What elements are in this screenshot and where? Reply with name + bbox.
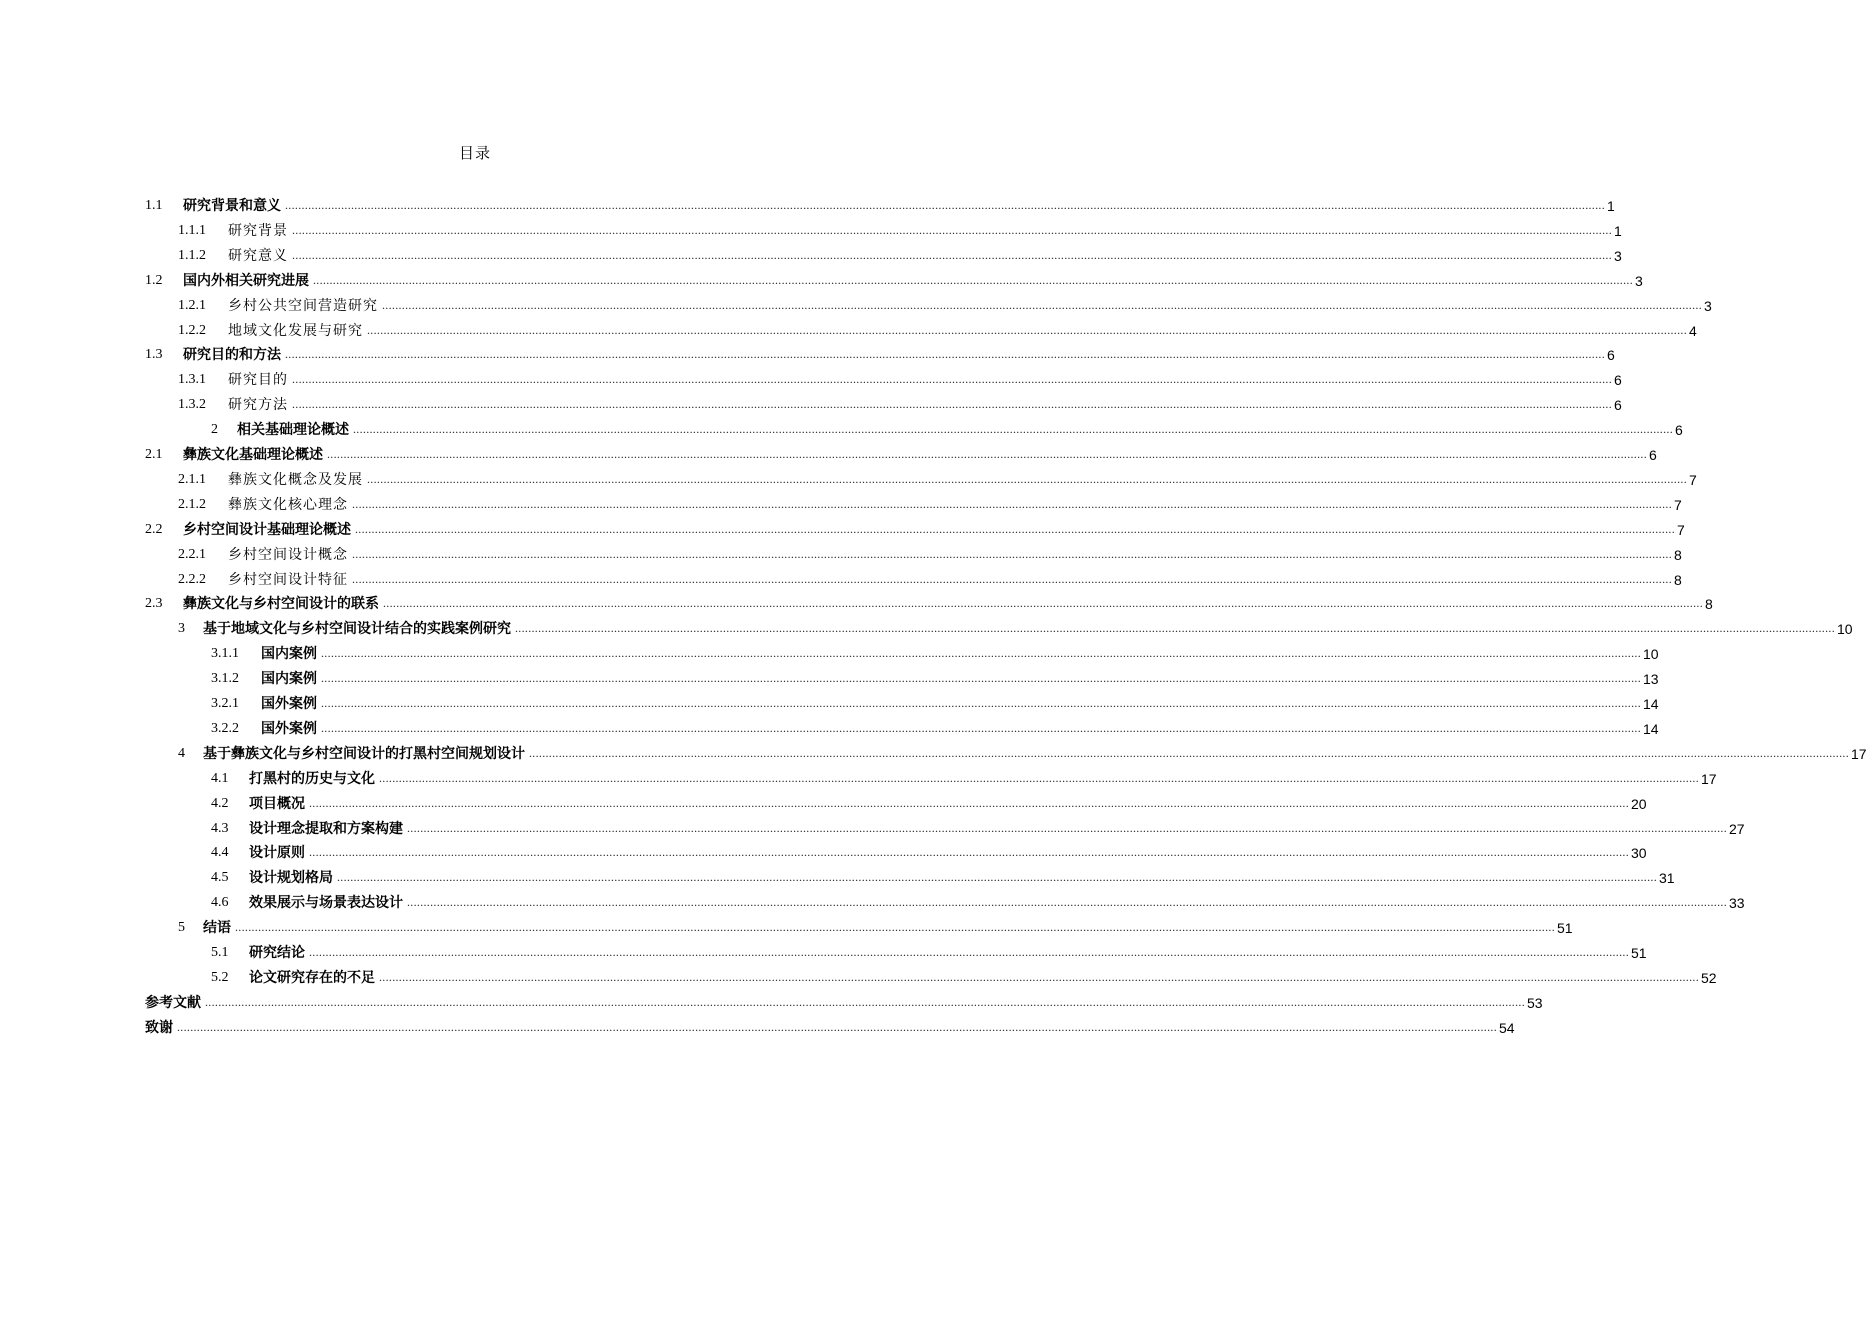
toc-entry-number: 2: [211, 422, 218, 437]
toc-entry-page-number: 52: [1701, 970, 1717, 986]
dot-leader: ................................................................................................................................................................................................................................................................................................................................................................................................................: [321, 696, 1641, 710]
toc-entry-page-number: 27: [1729, 821, 1745, 837]
toc-entry-title: 研究背景: [228, 223, 288, 239]
dot-leader: ................................................................................................................................................................................................................................................................................................................................................................................................................: [352, 497, 1672, 511]
toc-entry[interactable]: [211, 415, 1683, 439]
toc-entry-number: 1.2.2: [178, 323, 206, 338]
page-title: 目录: [458, 144, 491, 162]
toc-entry-title: 彝族文化核心理念: [228, 497, 348, 513]
toc-entry-title: 相关基础理论概述: [237, 422, 349, 438]
toc-entry-page-number: 10: [1837, 621, 1853, 637]
toc-entry[interactable]: [145, 266, 1643, 290]
toc-entry-number: 1.2.1: [178, 298, 206, 313]
dot-leader: ................................................................................................................................................................................................................................................................................................................................................................................................................: [367, 323, 1687, 337]
dot-leader: ................................................................................................................................................................................................................................................................................................................................................................................................................: [321, 671, 1641, 685]
toc-entry-number: 1.3.2: [178, 397, 206, 412]
dot-leader: ................................................................................................................................................................................................................................................................................................................................................................................................................: [205, 995, 1525, 1009]
toc-entry-title: 设计原则: [249, 845, 305, 861]
toc-entry[interactable]: [211, 789, 1647, 813]
toc-entry-title: 设计规划格局: [249, 870, 333, 886]
toc-entry-title: 基于彝族文化与乡村空间设计的打黑村空间规划设计: [203, 746, 525, 762]
toc-entry-number: 3: [178, 621, 185, 636]
toc-entry-title: 彝族文化概念及发展: [228, 472, 363, 488]
toc-entry-title: 基于地域文化与乡村空间设计结合的实践案例研究: [203, 621, 511, 637]
toc-entry-number: 2.3: [145, 596, 163, 611]
toc-entry[interactable]: [178, 316, 1697, 340]
toc-entry-page-number: 7: [1674, 497, 1682, 513]
dot-leader: ................................................................................................................................................................................................................................................................................................................................................................................................................: [383, 596, 1703, 610]
toc-entry[interactable]: [178, 540, 1682, 564]
toc-entry-title: 彝族文化与乡村空间设计的联系: [183, 596, 379, 612]
dot-leader: ................................................................................................................................................................................................................................................................................................................................................................................................................: [382, 298, 1702, 312]
toc-entry-number: 4: [178, 746, 185, 761]
toc-entry[interactable]: [178, 739, 1867, 763]
toc-entry-page-number: 20: [1631, 796, 1647, 812]
toc-entry[interactable]: [145, 191, 1615, 215]
toc-entry-page-number: 13: [1643, 671, 1659, 687]
toc-entry-number: 2.1.1: [178, 472, 206, 487]
toc-entry-page-number: 54: [1499, 1020, 1515, 1036]
toc-entry-title: 研究目的: [228, 372, 288, 388]
toc-entry[interactable]: [211, 714, 1659, 738]
dot-leader: ................................................................................................................................................................................................................................................................................................................................................................................................................: [379, 771, 1699, 785]
toc-entry[interactable]: [145, 589, 1713, 613]
toc-entry-number: 1.1.2: [178, 248, 206, 263]
toc-entry-page-number: 8: [1705, 596, 1713, 612]
toc-entry[interactable]: [178, 565, 1682, 589]
dot-leader: ................................................................................................................................................................................................................................................................................................................................................................................................................: [529, 746, 1849, 760]
toc-entry-page-number: 53: [1527, 995, 1543, 1011]
dot-leader: ................................................................................................................................................................................................................................................................................................................................................................................................................: [353, 422, 1673, 436]
toc-entry-number: 2.2.2: [178, 572, 206, 587]
dot-leader: ................................................................................................................................................................................................................................................................................................................................................................................................................: [235, 920, 1555, 934]
toc-entry-number: 2.2.1: [178, 547, 206, 562]
toc-entry-title: 致谢: [145, 1020, 173, 1036]
toc-entry[interactable]: [211, 963, 1717, 987]
toc-entry[interactable]: [211, 639, 1659, 663]
toc-entry[interactable]: [178, 365, 1622, 389]
toc-entry-title: 参考文献: [145, 995, 201, 1011]
dot-leader: ................................................................................................................................................................................................................................................................................................................................................................................................................: [407, 895, 1727, 909]
toc-entry-number: 4.4: [211, 845, 229, 860]
toc-entry-title: 研究方法: [228, 397, 288, 413]
toc-entry[interactable]: [211, 664, 1659, 688]
toc-entry-number: 2.1: [145, 447, 163, 462]
toc-entry-number: 1.1.1: [178, 223, 206, 238]
dot-leader: ................................................................................................................................................................................................................................................................................................................................................................................................................: [292, 223, 1612, 237]
toc-entry[interactable]: [211, 689, 1659, 713]
toc-entry-title: 地域文化发展与研究: [228, 323, 363, 339]
toc-entry-page-number: 17: [1851, 746, 1867, 762]
dot-leader: ................................................................................................................................................................................................................................................................................................................................................................................................................: [309, 796, 1629, 810]
dot-leader: ................................................................................................................................................................................................................................................................................................................................................................................................................: [337, 870, 1657, 884]
toc-entry[interactable]: [178, 465, 1697, 489]
toc-entry-page-number: 4: [1689, 323, 1697, 339]
dot-leader: ................................................................................................................................................................................................................................................................................................................................................................................................................: [515, 621, 1835, 635]
toc-entry-page-number: 10: [1643, 646, 1659, 662]
dot-leader: ................................................................................................................................................................................................................................................................................................................................................................................................................: [285, 347, 1605, 361]
toc-entry-page-number: 8: [1674, 572, 1682, 588]
toc-entry-page-number: 3: [1635, 273, 1643, 289]
toc-entry-page-number: 14: [1643, 696, 1659, 712]
toc-entry-number: 1.3: [145, 347, 163, 362]
toc-entry-page-number: 6: [1649, 447, 1657, 463]
dot-leader: ................................................................................................................................................................................................................................................................................................................................................................................................................: [292, 372, 1612, 386]
toc-entry[interactable]: [211, 938, 1647, 962]
toc-entry-title: 打黑村的历史与文化: [249, 771, 375, 787]
toc-entry[interactable]: [178, 291, 1712, 315]
toc-entry-page-number: 7: [1677, 522, 1685, 538]
toc-entry-number: 4.2: [211, 796, 229, 811]
toc-entry-title: 研究背景和意义: [183, 198, 281, 214]
toc-entry[interactable]: [145, 440, 1657, 464]
dot-leader: ................................................................................................................................................................................................................................................................................................................................................................................................................: [367, 472, 1687, 486]
toc-entry-page-number: 7: [1689, 472, 1697, 488]
toc-entry-title: 研究意义: [228, 248, 288, 264]
toc-entry-title: 国外案例: [261, 696, 317, 712]
toc-entry-title: 国内案例: [261, 671, 317, 687]
dot-leader: ................................................................................................................................................................................................................................................................................................................................................................................................................: [321, 646, 1641, 660]
toc-entry-page-number: 30: [1631, 845, 1647, 861]
toc-entry[interactable]: [145, 515, 1685, 539]
toc-entry-title: 乡村空间设计概念: [228, 547, 348, 563]
toc-entry[interactable]: [178, 913, 1573, 937]
toc-entry-page-number: 3: [1614, 248, 1622, 264]
toc-entry[interactable]: [211, 838, 1647, 862]
toc-entry[interactable]: [178, 614, 1853, 638]
toc-entry[interactable]: [178, 490, 1682, 514]
toc-entry-title: 项目概况: [249, 796, 305, 812]
toc-entry-title: 国外案例: [261, 721, 317, 737]
toc-entry-number: 5: [178, 920, 185, 935]
dot-leader: ................................................................................................................................................................................................................................................................................................................................................................................................................: [352, 547, 1672, 561]
toc-entry-page-number: 31: [1659, 870, 1675, 886]
dot-leader: ................................................................................................................................................................................................................................................................................................................................................................................................................: [379, 970, 1699, 984]
dot-leader: ................................................................................................................................................................................................................................................................................................................................................................................................................: [355, 522, 1675, 536]
toc-entry[interactable]: [178, 390, 1622, 414]
toc-entry[interactable]: [211, 764, 1717, 788]
toc-entry-page-number: 17: [1701, 771, 1717, 787]
toc-entry-number: 5.1: [211, 945, 229, 960]
toc-entry-number: 3.1.1: [211, 646, 239, 661]
toc-entry-number: 2.2: [145, 522, 163, 537]
dot-leader: ................................................................................................................................................................................................................................................................................................................................................................................................................: [313, 273, 1633, 287]
toc-entry-page-number: 6: [1675, 422, 1683, 438]
toc-entry-page-number: 33: [1729, 895, 1745, 911]
dot-leader: ................................................................................................................................................................................................................................................................................................................................................................................................................: [352, 572, 1672, 586]
toc-entry-page-number: 1: [1607, 198, 1615, 214]
toc-entry[interactable]: [145, 340, 1615, 364]
dot-leader: ................................................................................................................................................................................................................................................................................................................................................................................................................: [292, 397, 1612, 411]
toc-entry-number: 3.2.2: [211, 721, 239, 736]
toc-entry-title: 国内外相关研究进展: [183, 273, 309, 289]
dot-leader: ................................................................................................................................................................................................................................................................................................................................................................................................................: [327, 447, 1647, 461]
toc-entry-number: 3.2.1: [211, 696, 239, 711]
toc-entry-title: 研究结论: [249, 945, 305, 961]
dot-leader: ................................................................................................................................................................................................................................................................................................................................................................................................................: [407, 821, 1727, 835]
toc-entry-number: 3.1.2: [211, 671, 239, 686]
toc-entry-number: 5.2: [211, 970, 229, 985]
toc-entry-number: 4.3: [211, 821, 229, 836]
toc-entry[interactable]: [211, 814, 1745, 838]
toc-entry-title: 乡村空间设计基础理论概述: [183, 522, 351, 538]
toc-entry[interactable]: [178, 241, 1622, 265]
toc-entry-page-number: 51: [1557, 920, 1573, 936]
toc-entry-number: 1.2: [145, 273, 163, 288]
toc-entry-title: 研究目的和方法: [183, 347, 281, 363]
toc-entry[interactable]: [145, 1013, 1515, 1037]
toc-entry-page-number: 6: [1607, 347, 1615, 363]
toc-entry-title: 论文研究存在的不足: [249, 970, 375, 986]
toc-entry-page-number: 51: [1631, 945, 1647, 961]
toc-entry-number: 4.1: [211, 771, 229, 786]
toc-entry-page-number: 6: [1614, 372, 1622, 388]
dot-leader: ................................................................................................................................................................................................................................................................................................................................................................................................................: [177, 1020, 1497, 1034]
dot-leader: ................................................................................................................................................................................................................................................................................................................................................................................................................: [321, 721, 1641, 735]
toc-entry-title: 设计理念提取和方案构建: [249, 821, 403, 837]
dot-leader: ................................................................................................................................................................................................................................................................................................................................................................................................................: [285, 198, 1605, 212]
toc-entry-title: 彝族文化基础理论概述: [183, 447, 323, 463]
toc-entry-page-number: 3: [1704, 298, 1712, 314]
toc-entry-number: 2.1.2: [178, 497, 206, 512]
toc-entry-title: 效果展示与场景表达设计: [249, 895, 403, 911]
toc-entry-title: 国内案例: [261, 646, 317, 662]
dot-leader: ................................................................................................................................................................................................................................................................................................................................................................................................................: [292, 248, 1612, 262]
toc-entry-number: 1.3.1: [178, 372, 206, 387]
toc-entry-title: 结语: [203, 920, 231, 936]
dot-leader: ................................................................................................................................................................................................................................................................................................................................................................................................................: [309, 945, 1629, 959]
toc-entry-page-number: 8: [1674, 547, 1682, 563]
toc-entry-page-number: 1: [1614, 223, 1622, 239]
toc-entry-number: 4.6: [211, 895, 229, 910]
toc-entry[interactable]: [145, 988, 1543, 1012]
toc-entry-number: 4.5: [211, 870, 229, 885]
toc-entry-title: 乡村空间设计特征: [228, 572, 348, 588]
toc-entry[interactable]: [211, 863, 1675, 887]
toc-entry[interactable]: [178, 216, 1622, 240]
toc-entry-page-number: 14: [1643, 721, 1659, 737]
toc-entry-title: 乡村公共空间营造研究: [228, 298, 378, 314]
dot-leader: ................................................................................................................................................................................................................................................................................................................................................................................................................: [309, 845, 1629, 859]
toc-entry-number: 1.1: [145, 198, 163, 213]
toc-entry[interactable]: [211, 888, 1745, 912]
toc-entry-page-number: 6: [1614, 397, 1622, 413]
